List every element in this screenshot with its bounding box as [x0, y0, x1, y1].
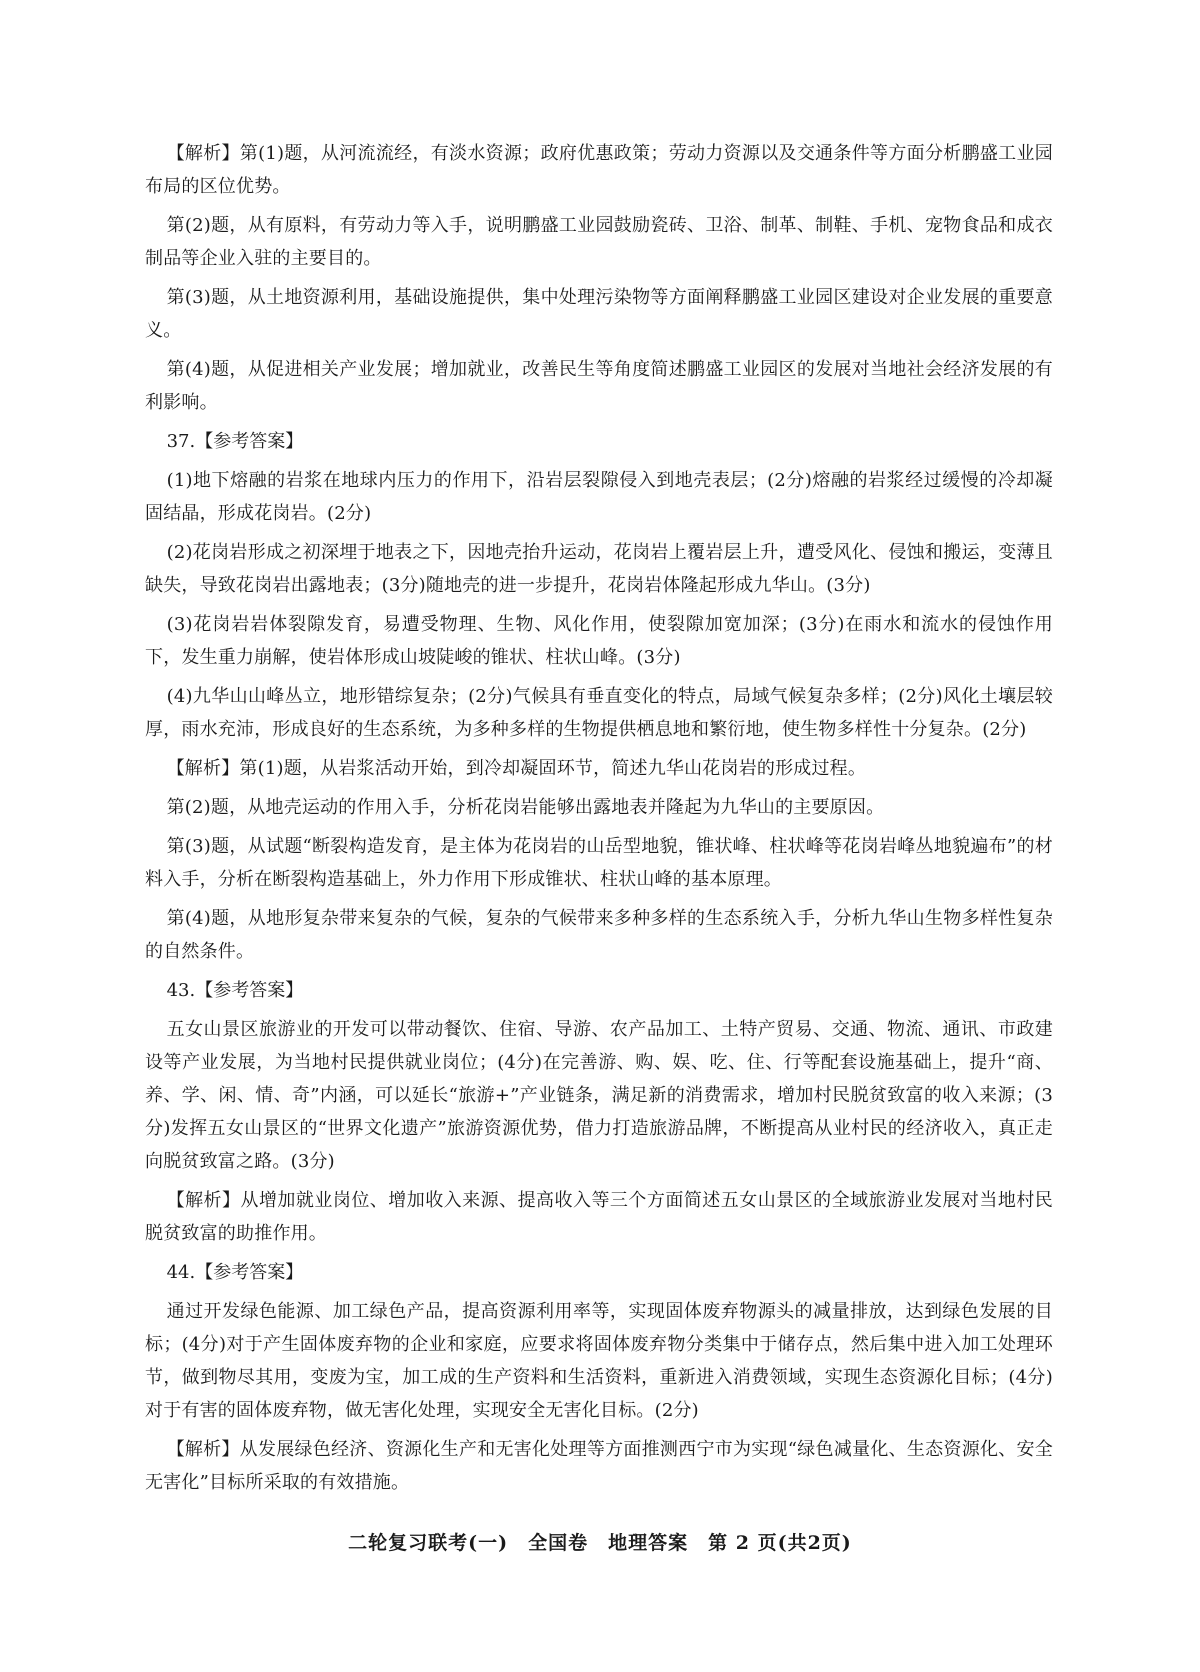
q37-answer-3: (3)花岗岩岩体裂隙发育，易遭受物理、生物、风化作用，使裂隙加宽加深；(3分)在雨水和流水的侵蚀作用下，发生重力崩解，使岩体形成山坡陡峻的锥状、柱状山峰。(3分) [145, 614, 1053, 668]
q37-analysis-3: 第(3)题，从试题“断裂构造发育，是主体为花岗岩的山岳型地貌，锥状峰、柱状峰等花岗岩峰丛地貌遍布”的材料入手，分析在断裂构造基础上，外力作用下形成锥状、柱状山峰的基本原理。 [145, 836, 1053, 890]
q36-analysis-p4: 第(4)题，从促进相关产业发展；增加就业，改善民生等角度简述鹏盛工业园区的发展对当地社会经济发展的有利影响。 [145, 359, 1053, 413]
answer-page-body [145, 137, 1053, 1505]
q37-answer-2: (2)花岗岩形成之初深埋于地表之下，因地壳抬升运动，花岗岩上覆岩层上升，遭受风化、侵蚀和搬运，变薄且缺失，导致花岗岩出露地表；(3分)随地壳的进一步提升，花岗岩体隆起形成九华山。(3分) [145, 542, 1053, 596]
q37-answer-1: (1)地下熔融的岩浆在地球内压力的作用下，沿岩层裂隙侵入到地壳表层；(2分)熔融的岩浆经过缓慢的冷却凝固结晶，形成花岗岩。(2分) [145, 470, 1053, 524]
q37-heading: 37.【参考答案】 [166, 431, 304, 452]
page-footer: 二轮复习联考(一) 全国卷 地理答案 第 2 页(共2页) [348, 1532, 852, 1554]
q36-analysis-p2: 第(2)题，从有原料，有劳动力等入手，说明鹏盛工业园鼓励瓷砖、卫浴、制革、制鞋、手机、宠物食品和成衣制品等企业入驻的主要目的。 [145, 215, 1053, 269]
q43-heading: 43.【参考答案】 [166, 980, 304, 1001]
q37-analysis-2: 第(2)题，从地壳运动的作用入手，分析花岗岩能够出露地表并隆起为九华山的主要原因。 [166, 797, 885, 818]
q37-analysis-4: 第(4)题，从地形复杂带来复杂的气候，复杂的气候带来多种多样的生态系统入手，分析九华山生物多样性复杂的自然条件。 [145, 908, 1053, 962]
q43-analysis: 【解析】从增加就业岗位、增加收入来源、提高收入等三个方面简述五女山景区的全域旅游业发展对当地村民脱贫致富的助推作用。 [145, 1190, 1053, 1244]
q44-answer: 通过开发绿色能源、加工绿色产品，提高资源利用率等，实现固体废弃物源头的减量排放，达到绿色发展的目标；(4分)对于产生固体废弃物的企业和家庭，应要求将固体废弃物分类集中于储存点，然后集中进入加工处理环节，做到物尽其用，变废为宝，加工成的生产资料和生活资料，重新进入消费领域，实现生态资源化目标；(4分)对于有害的固体废弃物，做无害化处理，实现安全无害化目标。(2分) [145, 1301, 1053, 1421]
q37-answer-4: (4)九华山山峰丛立，地形错综复杂；(2分)气候具有垂直变化的特点，局域气候复杂多样；(2分)风化土壤层较厚，雨水充沛，形成良好的生态系统，为多种多样的生物提供栖息地和繁衍地，使生物多样性十分复杂。(2分) [145, 686, 1053, 740]
q44-analysis: 【解析】从发展绿色经济、资源化生产和无害化处理等方面推测西宁市为实现“绿色减量化、生态资源化、安全无害化”目标所采取的有效措施。 [145, 1439, 1053, 1493]
q36-analysis-p1: 【解析】第(1)题，从河流流经，有淡水资源；政府优惠政策；劳动力资源以及交通条件等方面分析鹏盛工业园布局的区位优势。 [145, 143, 1053, 197]
q44-heading: 44.【参考答案】 [166, 1262, 304, 1283]
q36-analysis-p3: 第(3)题，从土地资源利用，基础设施提供，集中处理污染物等方面阐释鹏盛工业园区建设对企业发展的重要意义。 [145, 287, 1053, 341]
q43-answer: 五女山景区旅游业的开发可以带动餐饮、住宿、导游、农产品加工、土特产贸易、交通、物流、通讯、市政建设等产业发展，为当地村民提供就业岗位；(4分)在完善游、购、娱、吃、住、行等配套设施基础上，提升“商、养、学、闲、情、奇”内涵，可以延长“旅游+”产业链条，满足新的消费需求，增加村民脱贫致富的收入来源；(3分)发挥五女山景区的“世界文化遗产”旅游资源优势，借力打造旅游品牌，不断提高从业村民的经济收入，真正走向脱贫致富之路。(3分) [145, 1019, 1053, 1172]
q37-analysis-1: 【解析】第(1)题，从岩浆活动开始，到冷却凝固环节，简述九华山花岗岩的形成过程。 [166, 758, 867, 779]
